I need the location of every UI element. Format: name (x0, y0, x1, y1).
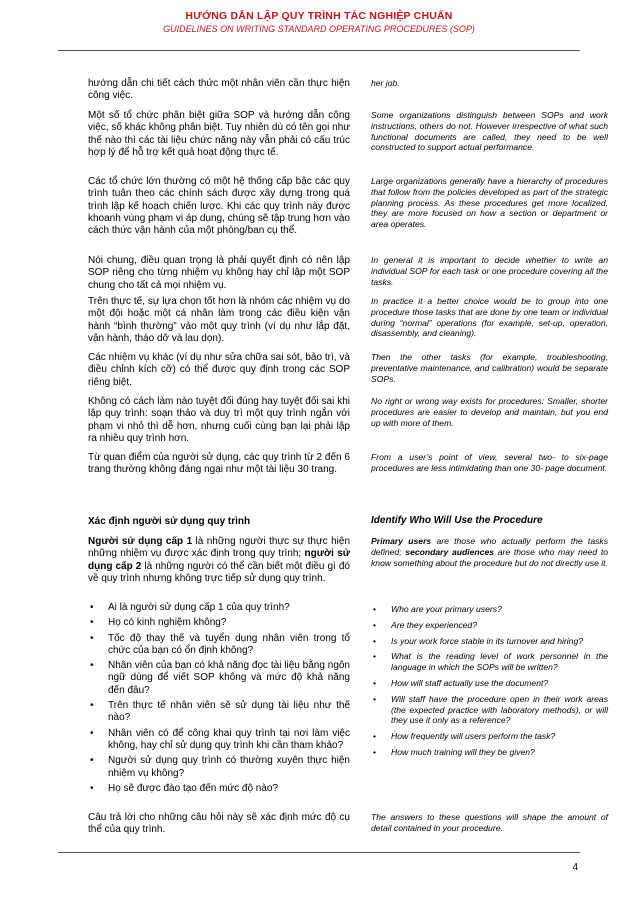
primary-users-term: Primary users (371, 536, 432, 546)
paragraph-en: From a user’s point of view, several two- to six-page procedures are less intimidating than one 30- page document. (371, 452, 608, 473)
paragraph-en: Some organizations distinguish between SOPs and work instructions, others do not. However irrespective of what such functional documents are called, they need to be well constructed to support actual performance. (371, 110, 608, 153)
header-rule (58, 50, 580, 51)
section-heading-en: Identify Who Will Use the Procedure (371, 515, 543, 526)
list-item: • Người sử dụng quy trình có thường xuyên thực hiện nhiệm vụ không? (88, 755, 350, 780)
list-item: • Nhân viên có để công khai quy trình tại nơi làm việc không, hay chỉ sử dụng quy trình khi cần tham khảo? (88, 728, 350, 753)
closing-vi: Câu trả lời cho những câu hỏi này sẽ xác định mức độ cụ thể của quy trình. (88, 812, 350, 836)
footer-rule (58, 852, 580, 853)
secondary-users-term: người sử dụng cấp 2 (88, 548, 350, 572)
paragraph-vi: Không có cách làm nào tuyệt đối đúng hay tuyệt đối sai khi lập quy trình: soạn thảo và duy trì một quy trình ngắn với phạm vi nhỏ thì dễ hơn, nhưng cuối cùng bạn lại phải lập ra nhiều quy trình hơn. (88, 396, 350, 444)
list-item: • Who are your primary users? (371, 604, 608, 615)
paragraph-en: In general it is important to decide whether to write an individual SOP for each task or one procedure covering all the tasks. (371, 255, 608, 287)
page-header (0, 10, 638, 34)
list-item: • Are they experienced? (371, 620, 608, 631)
paragraph-en: No right or wrong way exists for procedures: Smaller, shorter procedures are easier to develop and maintain, but you end up with more of them. (371, 396, 608, 428)
section-heading-vi: Xác định người sử dụng quy trình (88, 516, 251, 527)
question-list-vi (88, 602, 350, 798)
paragraph-vi: Nói chung, điều quan trọng là phải quyết định có nên lập SOP riêng cho từng nhiệm vụ không hay chỉ lập một SOP chung cho tất cả mọi nhiệm vụ. (88, 255, 350, 291)
intro-vi (88, 536, 350, 585)
paragraph-vi: Từ quan điểm của người sử dụng, các quy trình từ 2 đến 6 trang thường không đáng ngại như một tài liệu 30 trang. (88, 452, 350, 476)
list-item: • How will staff actually use the document? (371, 678, 608, 689)
list-item: • Is your work force stable in its turnover and hiring? (371, 636, 608, 647)
intro-text: là những người thực sự thực hiện những nhiệm vụ được xác định trong quy trình; (88, 536, 351, 560)
list-item: • Ai là người sử dụng cấp 1 của quy trình? (88, 602, 350, 614)
paragraph-en: Large organizations generally have a hierarchy of procedures that follow from the policies developed as part of the strategic planning process. As these procedures get more localized, they are more focused on how a section or department or area operates. (371, 176, 608, 230)
list-item: • How frequently will users perform the task? (371, 731, 608, 742)
question-list-en (371, 604, 608, 763)
paragraph-vi: Các tổ chức lớn thường có một hệ thống cấp bậc các quy trình tuân theo các chính sách được xây dựng trong quá trình lập kế hoạch chiến lược. Khi các quy trình này được khoanh vùng phạm vi áp dụng, chúng sẽ tập trung hơn vào cách thức vận hành của một phòng/ban cụ thể. (88, 176, 350, 237)
paragraph-vi: Một số tổ chức phân biệt giữa SOP và hướng dẫn công việc, số khác không phân biệt. Tuy nhiên dù có tên gọi như thế nào thì các tài liệu chức năng này vẫn phải có cấu trúc hợp lý để hỗ trợ kết quả hoạt động thực tế. (88, 110, 350, 158)
list-item: • How much training will they be given? (371, 747, 608, 758)
list-item: • What is the reading level of work personnel in the language in which the SOPs will be written? (371, 651, 608, 673)
paragraph-en: Then the other tasks (for example, troubleshooting, preventative maintenance, and calibration) would be separate SOPs. (371, 352, 608, 384)
list-item: • Nhân viên của bạn có khả năng đọc tài liệu bằng ngôn ngữ dùng để viết SOP không và mức độ khả năng đến đâu? (88, 660, 350, 697)
header-title-en: GUIDELINES ON WRITING STANDARD OPERATING PROCEDURES (SOP) (163, 24, 475, 34)
paragraph-vi: Trên thực tế, sự lựa chọn tốt hơn là nhóm các nhiệm vụ do một đội hoặc một cá nhân làm trong các điều kiện vận hành “bình thường” vào một quy trình (ví dụ như lắp đặt, vận hành, tháo dỡ và lau dọn). (88, 296, 350, 344)
paragraph-en: In practice it a better choice would be to group into one procedure those tasks that are done by one team or individual during “normal” operations (for example, set-up, operation, disassembly, and cleaning). (371, 296, 608, 339)
secondary-users-term: secondary audiences (405, 546, 495, 557)
intro-text: are those who actually perform the tasks defined; (371, 536, 608, 557)
primary-users-term: Người sử dụng cấp 1 (88, 536, 193, 547)
list-item: • Họ sẽ được đào tạo đến mức độ nào? (88, 783, 350, 795)
list-item: • Tốc độ thay thế và tuyển dụng nhân viên trong tổ chức của bạn có ổn định không? (88, 633, 350, 658)
intro-text: là những người có thể cần biết một điều gì đó về quy trình nhưng không trực tiếp sử dụng quy trình. (88, 560, 350, 584)
paragraph-en: her job. (371, 78, 400, 88)
intro-text: are those who may need to know something about the procedure but do not directly use it. (371, 546, 608, 568)
list-item: • Trên thực tế nhân viên sẽ sử dụng tài liệu như thế nào? (88, 700, 350, 725)
intro-en (371, 536, 608, 568)
paragraph-vi: hướng dẫn chi tiết cách thức một nhân viên cần thực hiện công việc. (88, 78, 350, 102)
closing-en: The answers to these questions will shape the amount of detail contained in your procedure. (371, 812, 608, 833)
list-item: • Họ có kinh nghiệm không? (88, 617, 350, 629)
list-item: • Will staff have the procedure open in their work areas (the expected practice with laboratory methods), or will they use it only as a reference? (371, 694, 608, 726)
header-title-vi: HƯỚNG DẪN LẬP QUY TRÌNH TÁC NGHIỆP CHUẨN (185, 10, 453, 22)
paragraph-vi: Các nhiệm vụ khác (ví dụ như sửa chữa sai sót, bảo trì, và điều chỉnh kích cỡ) có thể được quy định trong các SOP riêng biệt. (88, 352, 350, 388)
page-number: 4 (572, 862, 578, 873)
